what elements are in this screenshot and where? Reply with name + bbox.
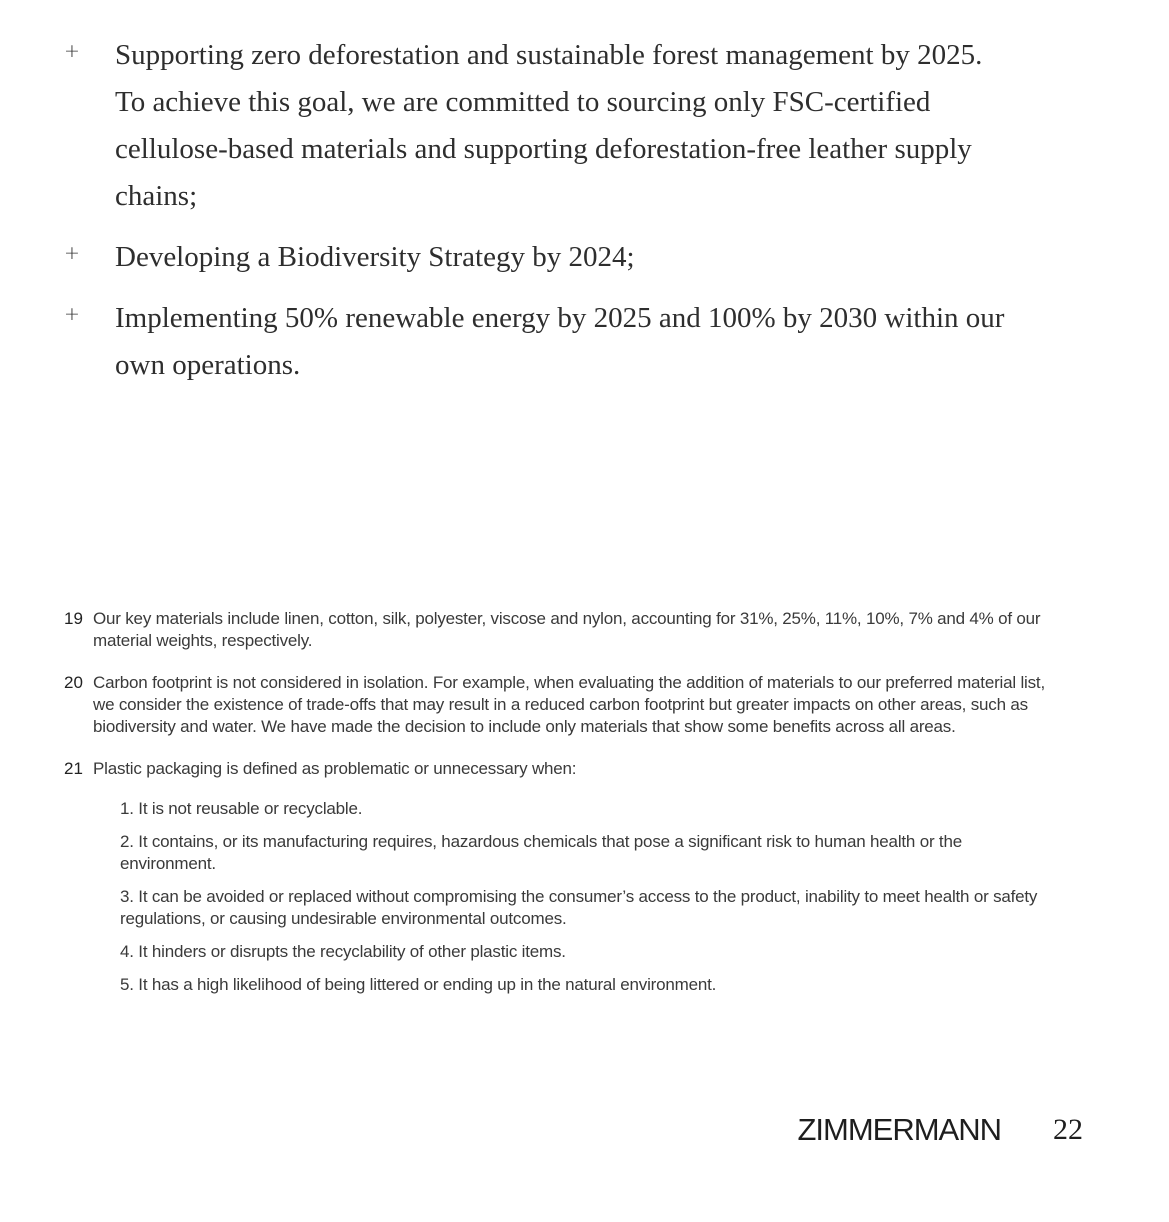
commitment-text: Implementing 50% renewable energy by 2025 and 100% by 2030 within our own operations. xyxy=(115,302,1005,381)
footnote-text: Our key materials include linen, cotton, silk, polyester, viscose and nylon, accounting for 31%, 25%, 11%, 10%, 7% and 4% of our material weights, respectively. xyxy=(93,609,1041,650)
commitments-list xyxy=(0,32,1169,403)
commitment-item xyxy=(0,295,1169,389)
list-item: 3. It can be avoided or replaced without compromising the consumer’s access to the product, inability to meet health or safety regulations, or causing undesirable environmental outcomes. xyxy=(120,887,1038,928)
list-item: 5. It has a high likelihood of being littered or ending up in the natural environment. xyxy=(120,975,717,994)
page-number: 22 xyxy=(1053,1113,1083,1146)
plus-icon: + xyxy=(64,303,80,325)
commitment-text: Developing a Biodiversity Strategy by 2024; xyxy=(115,241,635,273)
plus-icon: + xyxy=(64,242,80,264)
commitment-item xyxy=(0,234,1169,281)
footnote-text: Plastic packaging is defined as problematic or unnecessary when: xyxy=(93,759,577,778)
list-item: 4. It hinders or disrupts the recyclability of other plastic items. xyxy=(120,942,566,961)
footnote-19 xyxy=(0,608,1169,652)
commitment-text: Supporting zero deforestation and sustainable forest management by 2025. To achieve this goal, we are committed to sourcing only FSC-certified cellulose-based materials and supporting deforestation-free leather supply chains; xyxy=(115,39,983,212)
commitment-item xyxy=(0,32,1169,220)
list-item: 1. It is not reusable or recyclable. xyxy=(120,799,363,818)
brand-logo: ZIMMERMANN xyxy=(797,1112,1001,1147)
list-item: 2. It contains, or its manufacturing requires, hazardous chemicals that pose a significant risk to human health or the environment. xyxy=(120,832,962,873)
criteria-list xyxy=(120,798,1055,996)
footnotes xyxy=(0,608,1169,1016)
footnote-20 xyxy=(0,672,1169,738)
footnote-number: 19 xyxy=(64,609,83,628)
footnote-21 xyxy=(0,758,1169,996)
footnote-number: 21 xyxy=(64,759,83,778)
plus-icon: + xyxy=(64,40,80,62)
page-footer xyxy=(797,1112,1083,1148)
footnote-text: Carbon footprint is not considered in isolation. For example, when evaluating the addition of materials to our preferred material list, we consider the existence of trade-offs that may result in a reduced carbon footprint but greater impacts on other areas, such as biodiversity and water. We have made the decision to include only materials that show some benefits across all areas. xyxy=(93,673,1045,736)
footnote-number: 20 xyxy=(64,673,83,692)
